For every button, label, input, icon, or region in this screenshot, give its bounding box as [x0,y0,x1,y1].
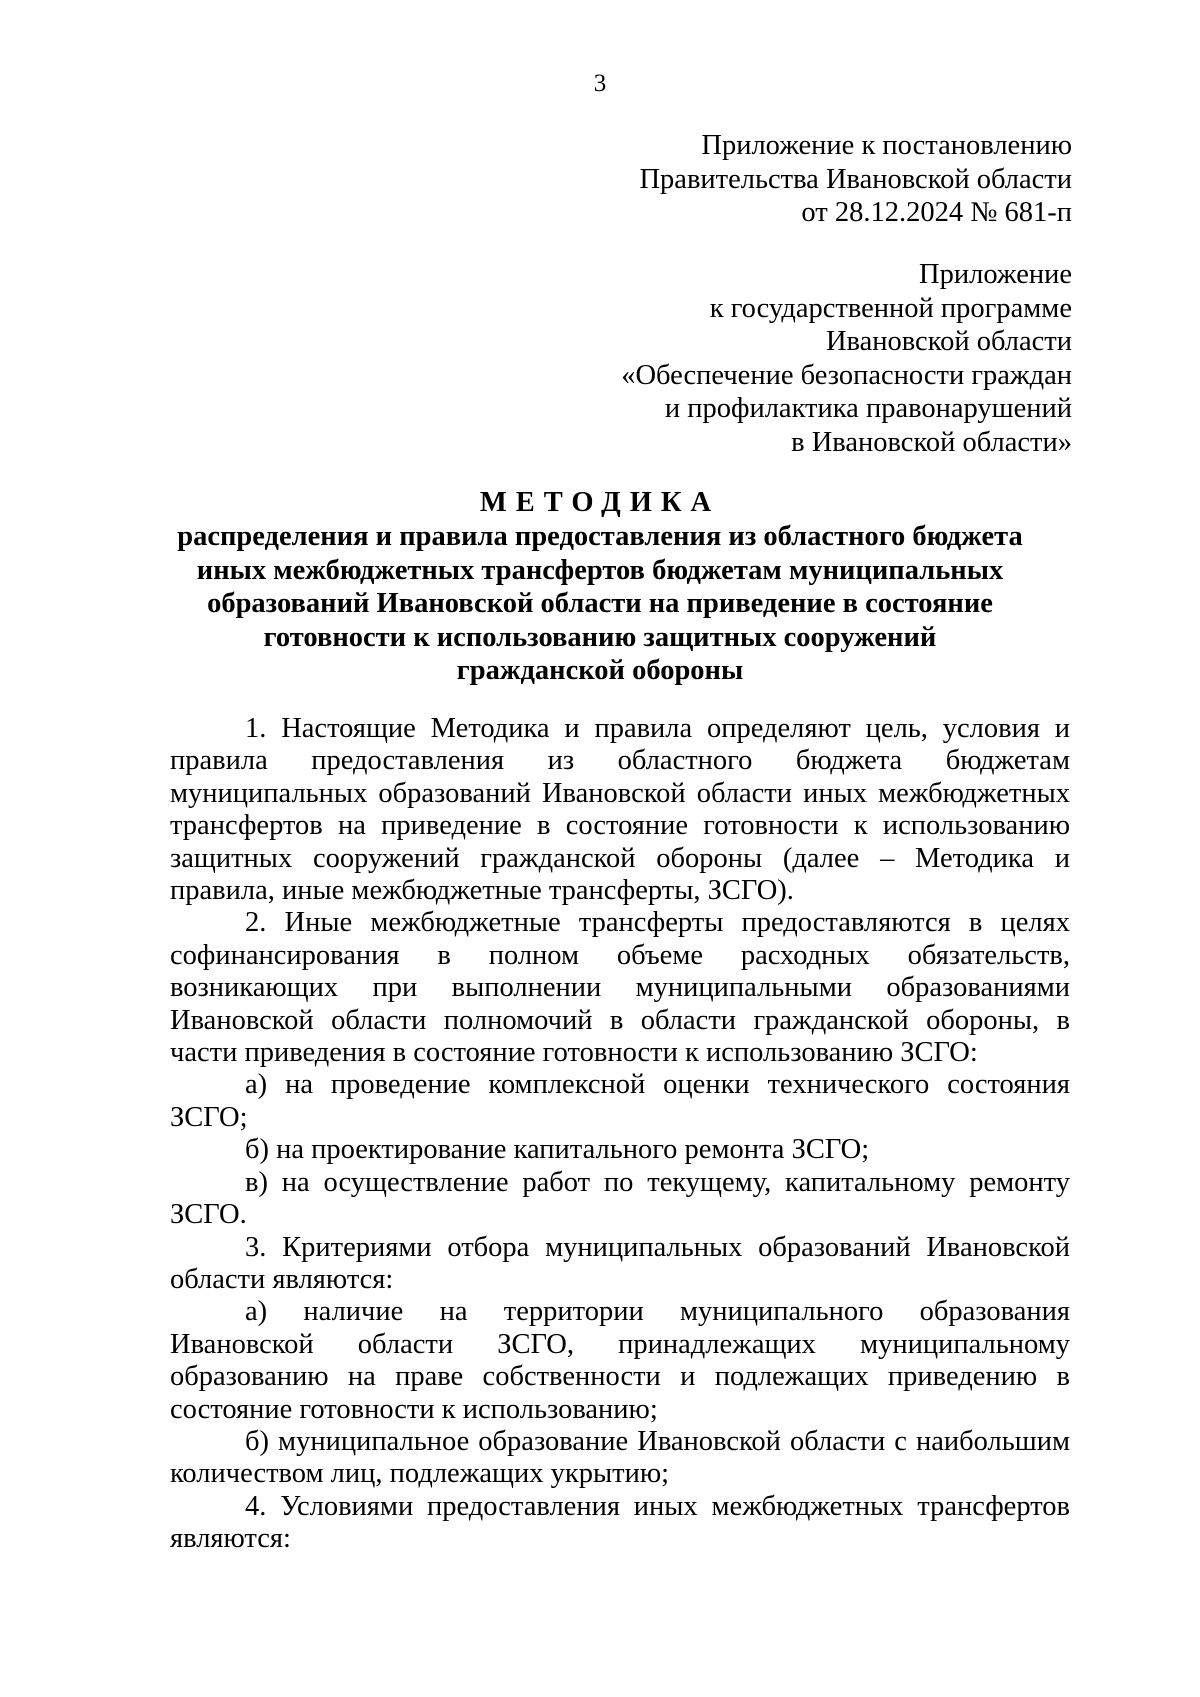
subtitle-line: образований Ивановской области на приведение в состояние [207,588,993,619]
appendix-program-line: Ивановской области [825,326,1072,357]
appendix-decree-reference [639,129,1072,230]
paragraph-clause-2b: б) на проектирование капитального ремонта ЗСГО; [245,1134,870,1166]
paragraph-clause-3a: а) наличие на территории муниципального образования Ивановской области ЗСГО, принадлежащих муниципальному образованию на праве собственности и подлежащих приведению в состояние готовности к использованию; [170,1296,1070,1425]
appendix-program-line: в Ивановской области» [791,426,1072,458]
appendix-decree-line: Приложение к постановлению [701,130,1072,161]
appendix-decree-line: от 28.12.2024 № 681-п [801,197,1072,228]
document-title: МЕТОДИКА [479,487,721,518]
paragraph-clause-1: 1. Настоящие Методика и правила определяют цель, условия и правила предоставления из областного бюджета бюджетам муниципальных образований Ивановской области иных межбюджетных трансфертов на приведение в состояние готовности к использованию защитных сооружений гражданской обороны (далее – Методика и правила, иные межбюджетные трансферты, ЗСГО). [170,713,1070,907]
paragraph-clause-2: 2. Иные межбюджетные трансферты предоставляются в целях софинансирования в полном объеме расходных обязательств, возникающих при выполнении муниципальными образованиями Ивановской области полномочий в области гражданской обороны, в части приведения в состояние готовности к использованию ЗСГО: [170,907,1070,1069]
appendix-program-line: «Обеспечение безопасности граждан [621,359,1072,391]
paragraph-clause-2a: а) на проведение комплексной оценки технического состояния ЗСГО; [170,1069,1070,1133]
document-body [170,713,1070,1556]
subtitle-line: готовности к использованию защитных сооружений [263,621,937,653]
paragraph-clause-3: 3. Критериями отбора муниципальных образований Ивановской области являются: [170,1231,1070,1295]
appendix-decree-line: Правительства Ивановской области [639,163,1072,195]
paragraph-clause-2c: в) на осуществление работ по текущему, капитальному ремонту ЗСГО. [170,1166,1070,1231]
paragraph-clause-4: 4. Условиями предоставления иных межбюджетных трансфертов являются: [170,1490,1070,1555]
appendix-program-line: Приложение [919,259,1072,290]
appendix-program-reference [621,258,1072,459]
page-number: 3 [593,70,607,97]
document-subtitle [0,520,1200,688]
subtitle-line: распределения и правила предоставления из областного бюджета [177,521,1023,552]
appendix-program-line: к государственной программе [709,292,1072,324]
subtitle-line: гражданской обороны [456,655,744,686]
appendix-program-line: и профилактика правонарушений [664,393,1072,424]
paragraph-clause-3b: б) муниципальное образование Ивановской области с наибольшим количеством лиц, подлежащих укрытию; [170,1425,1070,1490]
subtitle-line: иных межбюджетных трансфертов бюджетам муниципальных [196,554,1004,586]
